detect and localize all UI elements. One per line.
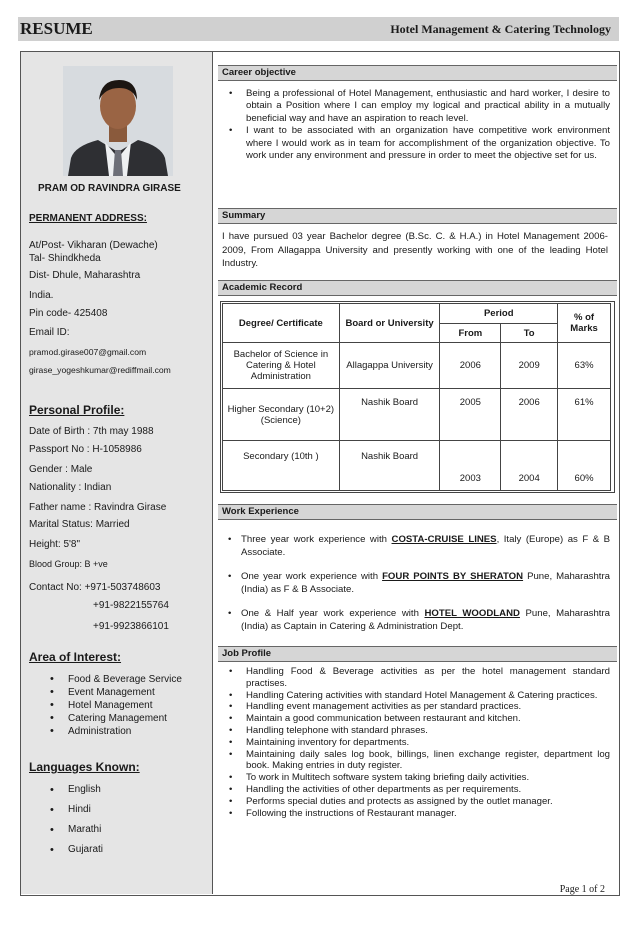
column-header: Board or University: [339, 304, 440, 343]
section-title: Job Profile: [222, 648, 272, 659]
blood-group: Blood Group: B +ve: [29, 559, 108, 569]
candidate-name: PRAM OD RAVINDRA GIRASE: [38, 183, 181, 194]
list-item: • Catering Management: [50, 712, 182, 725]
list-item: • Event Management: [50, 686, 182, 699]
work-heading-bar: [218, 504, 617, 520]
summary-text: I have pursued 03 year Bachelor degree (B.Sc. C. & H.A.) in Hotel Management 2006-2009, From Allagappa University and presently working with one of the leading Hotel Industry.: [222, 231, 608, 269]
list-item: • To work in Multitech software system taking briefing daily activities.: [228, 772, 610, 784]
list-item: • Handling event management activities as per standard practices.: [228, 701, 610, 713]
list-item: • One & Half year work experience with HOTEL WOODLAND Pune, Maharashtra (India) as Captain in Catering & Administration Dept.: [228, 608, 610, 633]
list-item: • Hindi: [50, 800, 103, 820]
address-line: Dist- Dhule, Maharashtra: [29, 270, 141, 281]
table-row: [223, 389, 611, 441]
list-item: • Food & Beverage Service: [50, 673, 182, 686]
table-cell: 63%: [558, 343, 611, 389]
pin-code: Pin code- 425408: [29, 308, 108, 319]
table-cell: 2003: [440, 441, 501, 491]
address-line: Tal- Shindkheda: [29, 253, 101, 264]
table-cell: 61%: [558, 389, 611, 441]
table-row: [223, 441, 611, 491]
address-heading: PERMANENT ADDRESS:: [29, 213, 147, 224]
height: Height: 5'8": [29, 539, 81, 550]
list-item: • Maintain a good communication between restaurant and kitchen.: [228, 713, 610, 725]
table-cell: 2006: [440, 343, 501, 389]
list-item: • Marathi: [50, 820, 103, 840]
list-item: • One year work experience with FOUR POINTS BY SHERATON Pune, Maharashtra (India) as F & B Associate.: [228, 571, 610, 596]
list-item: • Handling Food & Beverage activities as per the hotel management standard practises.: [228, 666, 610, 690]
employer-name: HOTEL WOODLAND: [424, 608, 520, 620]
avatar: [63, 66, 173, 176]
personal-profile-heading: Personal Profile:: [29, 403, 125, 417]
phone-number: +91-9822155764: [93, 600, 169, 611]
column-header: % of Marks: [558, 304, 611, 343]
job-heading-bar: [218, 646, 617, 662]
section-title: Academic Record: [222, 282, 303, 293]
table-cell: 2005: [440, 389, 501, 441]
address-line: India.: [29, 290, 54, 301]
marital-status: Marital Status: Married: [29, 519, 130, 530]
table-cell: Secondary (10th ): [223, 441, 340, 491]
table-cell: 2004: [501, 441, 558, 491]
summary-heading-bar: [218, 208, 617, 224]
table-cell: Nashik Board: [339, 389, 440, 441]
section-title: Summary: [222, 210, 266, 221]
father-name: Father name : Ravindra Girase: [29, 502, 167, 513]
date-of-birth: Date of Birth : 7th may 1988: [29, 426, 154, 437]
interest-list: [50, 673, 182, 738]
career-heading-bar: [218, 65, 617, 81]
gender: Gender : Male: [29, 464, 93, 475]
table-cell: 2009: [501, 343, 558, 389]
list-item: • I want to be associated with an organization have competitive work environment where I would work as in team for accomplishment of the organization objective. To work under any environment and pressure in order to meet the objective set for us.: [228, 125, 610, 162]
table-cell: 2006: [501, 389, 558, 441]
list-item: • Administration: [50, 725, 182, 738]
column-header: From: [440, 324, 501, 343]
list-item: • Performs special duties and protects as assigned by the outlet manager.: [228, 796, 610, 808]
section-title: Work Experience: [222, 506, 299, 517]
email-secondary[interactable]: girase_yogeshkumar@rediffmail.com: [29, 365, 171, 375]
list-item: • Following the instructions of Restaurant manager.: [228, 808, 610, 820]
email-label: Email ID:: [29, 327, 70, 338]
table-cell: 60%: [558, 441, 611, 491]
resume-title: RESUME: [20, 19, 93, 38]
job-list: [228, 666, 610, 819]
list-item: • Maintaining daily sales log book, billings, linen exchange register, department log book. Making entries in duty register.: [228, 749, 610, 773]
section-title: Career objective: [222, 67, 296, 78]
interest-heading: Area of Interest:: [29, 650, 122, 664]
table-row: [223, 343, 611, 389]
column-header: Period: [440, 304, 558, 324]
phone-number: +91-9923866101: [93, 621, 169, 632]
nationality: Nationality : Indian: [29, 482, 112, 493]
list-item: • Three year work experience with COSTA-CRUISE LINES, Italy (Europe) as F & B Associate.: [228, 534, 610, 559]
list-item: • Handling telephone with standard phrases.: [228, 725, 610, 737]
page-number: Page 1 of 2: [559, 884, 605, 895]
employer-name: FOUR POINTS BY SHERATON: [382, 571, 524, 583]
list-item: • English: [50, 780, 103, 800]
list-item: • Being a professional of Hotel Management, enthusiastic and hard worker, I desire to obtain a Position where I can employ my logical and practical ability in a mutually beneficial way and have an aspiration to reach level.: [228, 88, 610, 125]
employer-name: COSTA-CRUISE LINES: [391, 534, 497, 545]
contact-number: Contact No: +971-503748603: [29, 582, 161, 593]
header-bar: [18, 17, 619, 41]
languages-list: [50, 780, 103, 860]
list-item: • Hotel Management: [50, 699, 182, 712]
list-item: • Maintaining inventory for departments.: [228, 737, 610, 749]
email-primary[interactable]: pramod.girase007@gmail.com: [29, 347, 147, 357]
column-header: To: [501, 324, 558, 343]
work-list: [228, 534, 610, 634]
table-cell: Allagappa University: [339, 343, 440, 389]
career-list: [228, 88, 610, 162]
languages-heading: Languages Known:: [29, 760, 140, 774]
resume-subtitle: Hotel Management & Catering Technology: [390, 22, 611, 36]
list-item: • Gujarati: [50, 840, 103, 860]
list-item: • Handling Catering activities with standard Hotel Management & Catering practices.: [228, 690, 610, 702]
portrait-image: [63, 66, 173, 176]
academic-heading-bar: [218, 280, 617, 296]
passport-number: Passport No : H-1058986: [29, 444, 142, 455]
table-cell: Higher Secondary (10+2) (Science): [223, 389, 340, 441]
table-cell: Nashik Board: [339, 441, 440, 491]
column-header: Degree/ Certificate: [223, 304, 340, 343]
list-item: • Handling the activities of other departments as per requirements.: [228, 784, 610, 796]
table-cell: Bachelor of Science in Catering & Hotel Administration: [223, 343, 340, 389]
academic-table: [222, 303, 611, 491]
address-line: At/Post- Vikharan (Dewache): [29, 240, 158, 251]
